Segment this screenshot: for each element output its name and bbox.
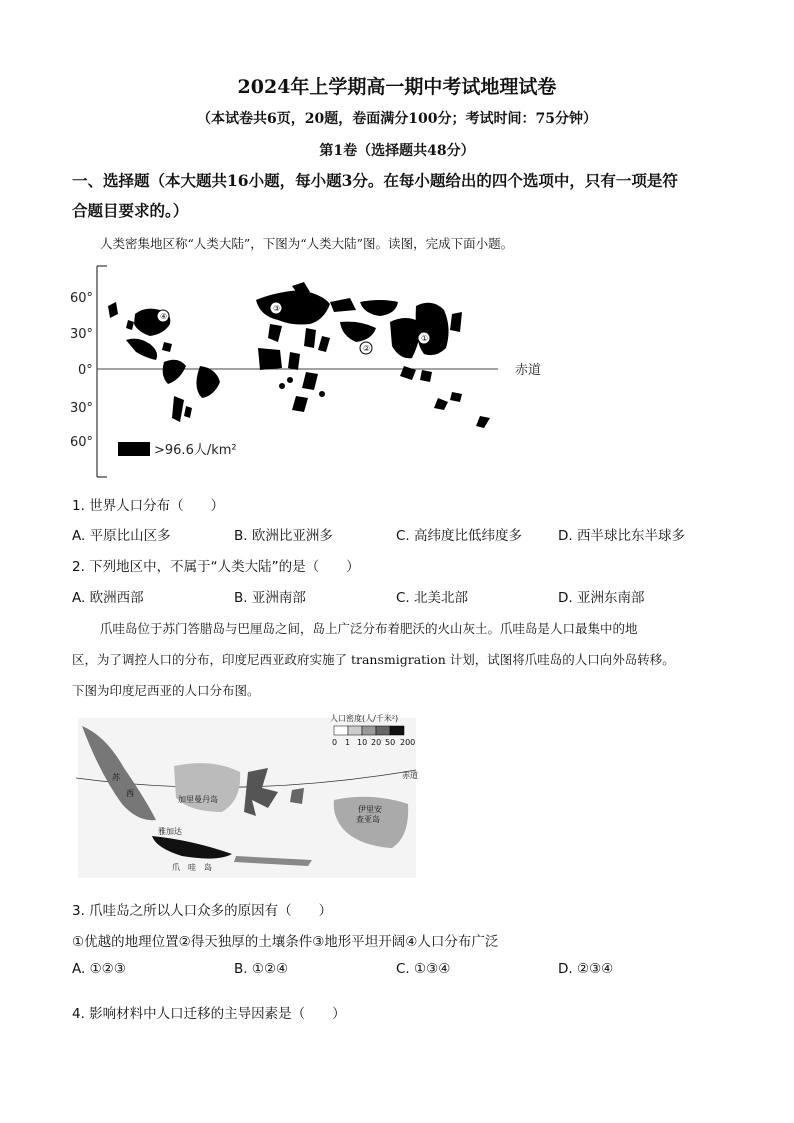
q1-option-b[interactable]: B. 欧洲比亚洲多: [234, 528, 333, 544]
section-heading-line1: 一、选择题（本大题共16小题，每小题3分。在每小题给出的四个选项中，只有一项是符: [72, 171, 678, 190]
marker-1: ①: [421, 334, 429, 343]
material-2-line2: 区，为了调控人口的分布，印度尼西亚政府实施了 transmigration 计划，试图将爪哇岛的人口向外岛转移。: [72, 652, 675, 667]
question-1-stem: 1. 世界人口分布（ ）: [72, 498, 225, 514]
human-continent-map: [60, 262, 560, 484]
legend-title: 人口密度(人/千米²): [330, 714, 399, 723]
exam-info: （本试卷共6页，20题，卷面满分100分；考试时间：75分钟）: [197, 111, 597, 127]
maluku-island: [290, 788, 304, 804]
label-kalimantan: 加里曼丹岛: [178, 795, 218, 804]
question-2-stem: 2. 下列地区中，不属于“人类大陆”的是（ ）: [72, 559, 360, 575]
density-legend-bar: [334, 726, 404, 735]
question-3-statements: ①优越的地理位置②得天独厚的土壤条件③地形平坦开阔④人口分布广泛: [72, 934, 499, 950]
indonesia-population-map: [72, 708, 432, 888]
q3-option-d[interactable]: D. ②③④: [558, 961, 614, 977]
q2-option-b[interactable]: B. 亚洲南部: [234, 590, 306, 606]
label-su: 苏: [112, 773, 120, 782]
legend-tick-200: 200: [400, 738, 416, 747]
label-java: 爪 哇 岛: [172, 863, 212, 872]
asia-dense-areas: [330, 298, 490, 428]
material-2-line1: 爪哇岛位于苏门答腊岛与巴厘岛之间，岛上广泛分布着肥沃的火山灰土。爪哇岛是人口最集中的地: [100, 621, 638, 636]
legend-label: >96.6人/km²: [154, 443, 237, 458]
legend-tick-50: 50: [385, 738, 396, 747]
question-3-stem: 3. 爪哇岛之所以人口众多的原因有（ ）: [72, 903, 333, 919]
legend-tick-20: 20: [371, 738, 382, 747]
marker-3: ③: [273, 304, 281, 313]
legend-tick-1: 1: [345, 738, 351, 747]
q3-option-c[interactable]: C. ①③④: [396, 961, 451, 977]
part-heading: 第1卷（选择题共48分）: [319, 143, 475, 159]
lat-label-0: 0°: [78, 363, 93, 378]
lat-label-60s: 60°: [70, 435, 94, 450]
marker-2: ②: [363, 344, 371, 353]
europe-africa-dense-areas: [256, 282, 330, 412]
label-jaya: 查亚岛: [356, 815, 380, 824]
marker-4: ④: [160, 312, 168, 321]
q3-option-a[interactable]: A. ①②③: [72, 961, 126, 977]
page-title: 2024年上学期高一期中考试地理试卷: [237, 76, 557, 98]
label-jakarta: 雅加达: [158, 827, 182, 836]
label-xi: 西: [126, 789, 134, 798]
lat-label-30s: 30°: [70, 401, 94, 416]
material-1: 人类密集地区称“人类大陆”，下图为“人类大陆”图。读图，完成下面小题。: [100, 236, 514, 251]
legend-tick-0: 0: [332, 738, 338, 747]
q2-option-d[interactable]: D. 亚洲东南部: [558, 590, 645, 606]
q1-option-c[interactable]: C. 高纬度比低纬度多: [396, 528, 523, 544]
label-irian: 伊里安: [358, 805, 382, 814]
q2-option-a[interactable]: A. 欧洲西部: [72, 590, 144, 606]
section-heading-line2: 合题目要求的。）: [72, 201, 189, 220]
lat-label-30n: 30°: [70, 327, 94, 342]
q1-option-a[interactable]: A. 平原比山区多: [72, 528, 171, 544]
q1-option-d[interactable]: D. 西半球比东半球多: [558, 528, 685, 544]
equator-label-2: 赤道: [402, 771, 418, 780]
equator-label: 赤道: [515, 363, 542, 378]
q3-option-b[interactable]: B. ①②④: [234, 961, 289, 977]
question-4-stem: 4. 影响材料中人口迁移的主导因素是（ ）: [72, 1006, 346, 1022]
material-2-line3: 下图为印度尼西亚的人口分布图。: [72, 683, 260, 698]
q2-option-c[interactable]: C. 北美北部: [396, 590, 469, 606]
lat-label-60n: 60°: [70, 291, 94, 306]
legend-swatch: [118, 442, 150, 456]
legend-tick-10: 10: [357, 738, 368, 747]
